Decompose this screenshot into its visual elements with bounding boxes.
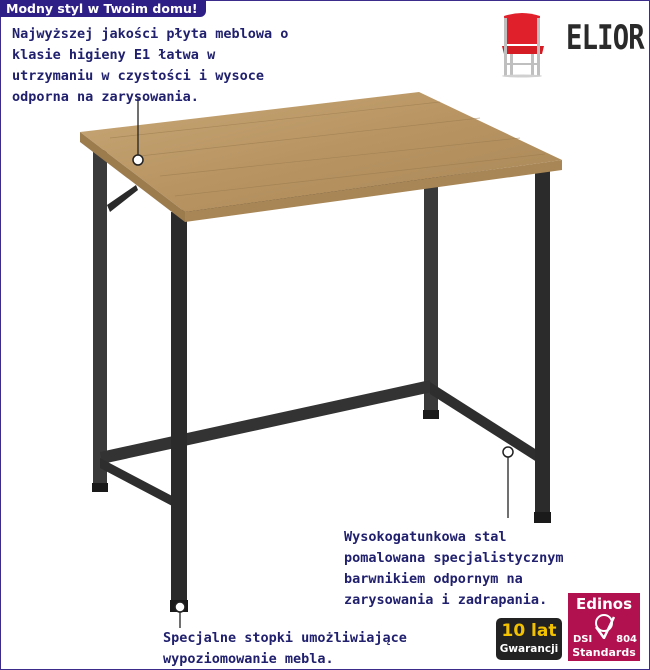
brand-name: ELIOR (566, 18, 644, 58)
certificate-badge (568, 593, 640, 661)
certificate-standards: Standards (572, 646, 636, 659)
callout-desktop: Najwyższej jakości płyta meblowa o klasie higieny E1 łatwa w utrzymaniu w czystości i wysoce odporna na zarysowania. (12, 26, 289, 105)
warranty-years: 10 lat (501, 621, 557, 641)
promo-banner: Modny styl w Twoim domu! (0, 0, 206, 17)
certificate-name: Edinos (575, 595, 633, 613)
warranty-badge (496, 618, 562, 660)
certificate-dsi: DSI (573, 634, 593, 645)
warranty-label: Gwarancji (499, 643, 559, 655)
callout-frame: Wysokogatunkowa stal pomalowana specjalistycznym barwnikiem odpornym na zarysowania i zadrapania. (344, 529, 564, 608)
certificate-number: 804 (616, 634, 637, 645)
callout-feet: Specjalne stopki umożliwiające wypoziomowanie mebla. (163, 630, 407, 667)
